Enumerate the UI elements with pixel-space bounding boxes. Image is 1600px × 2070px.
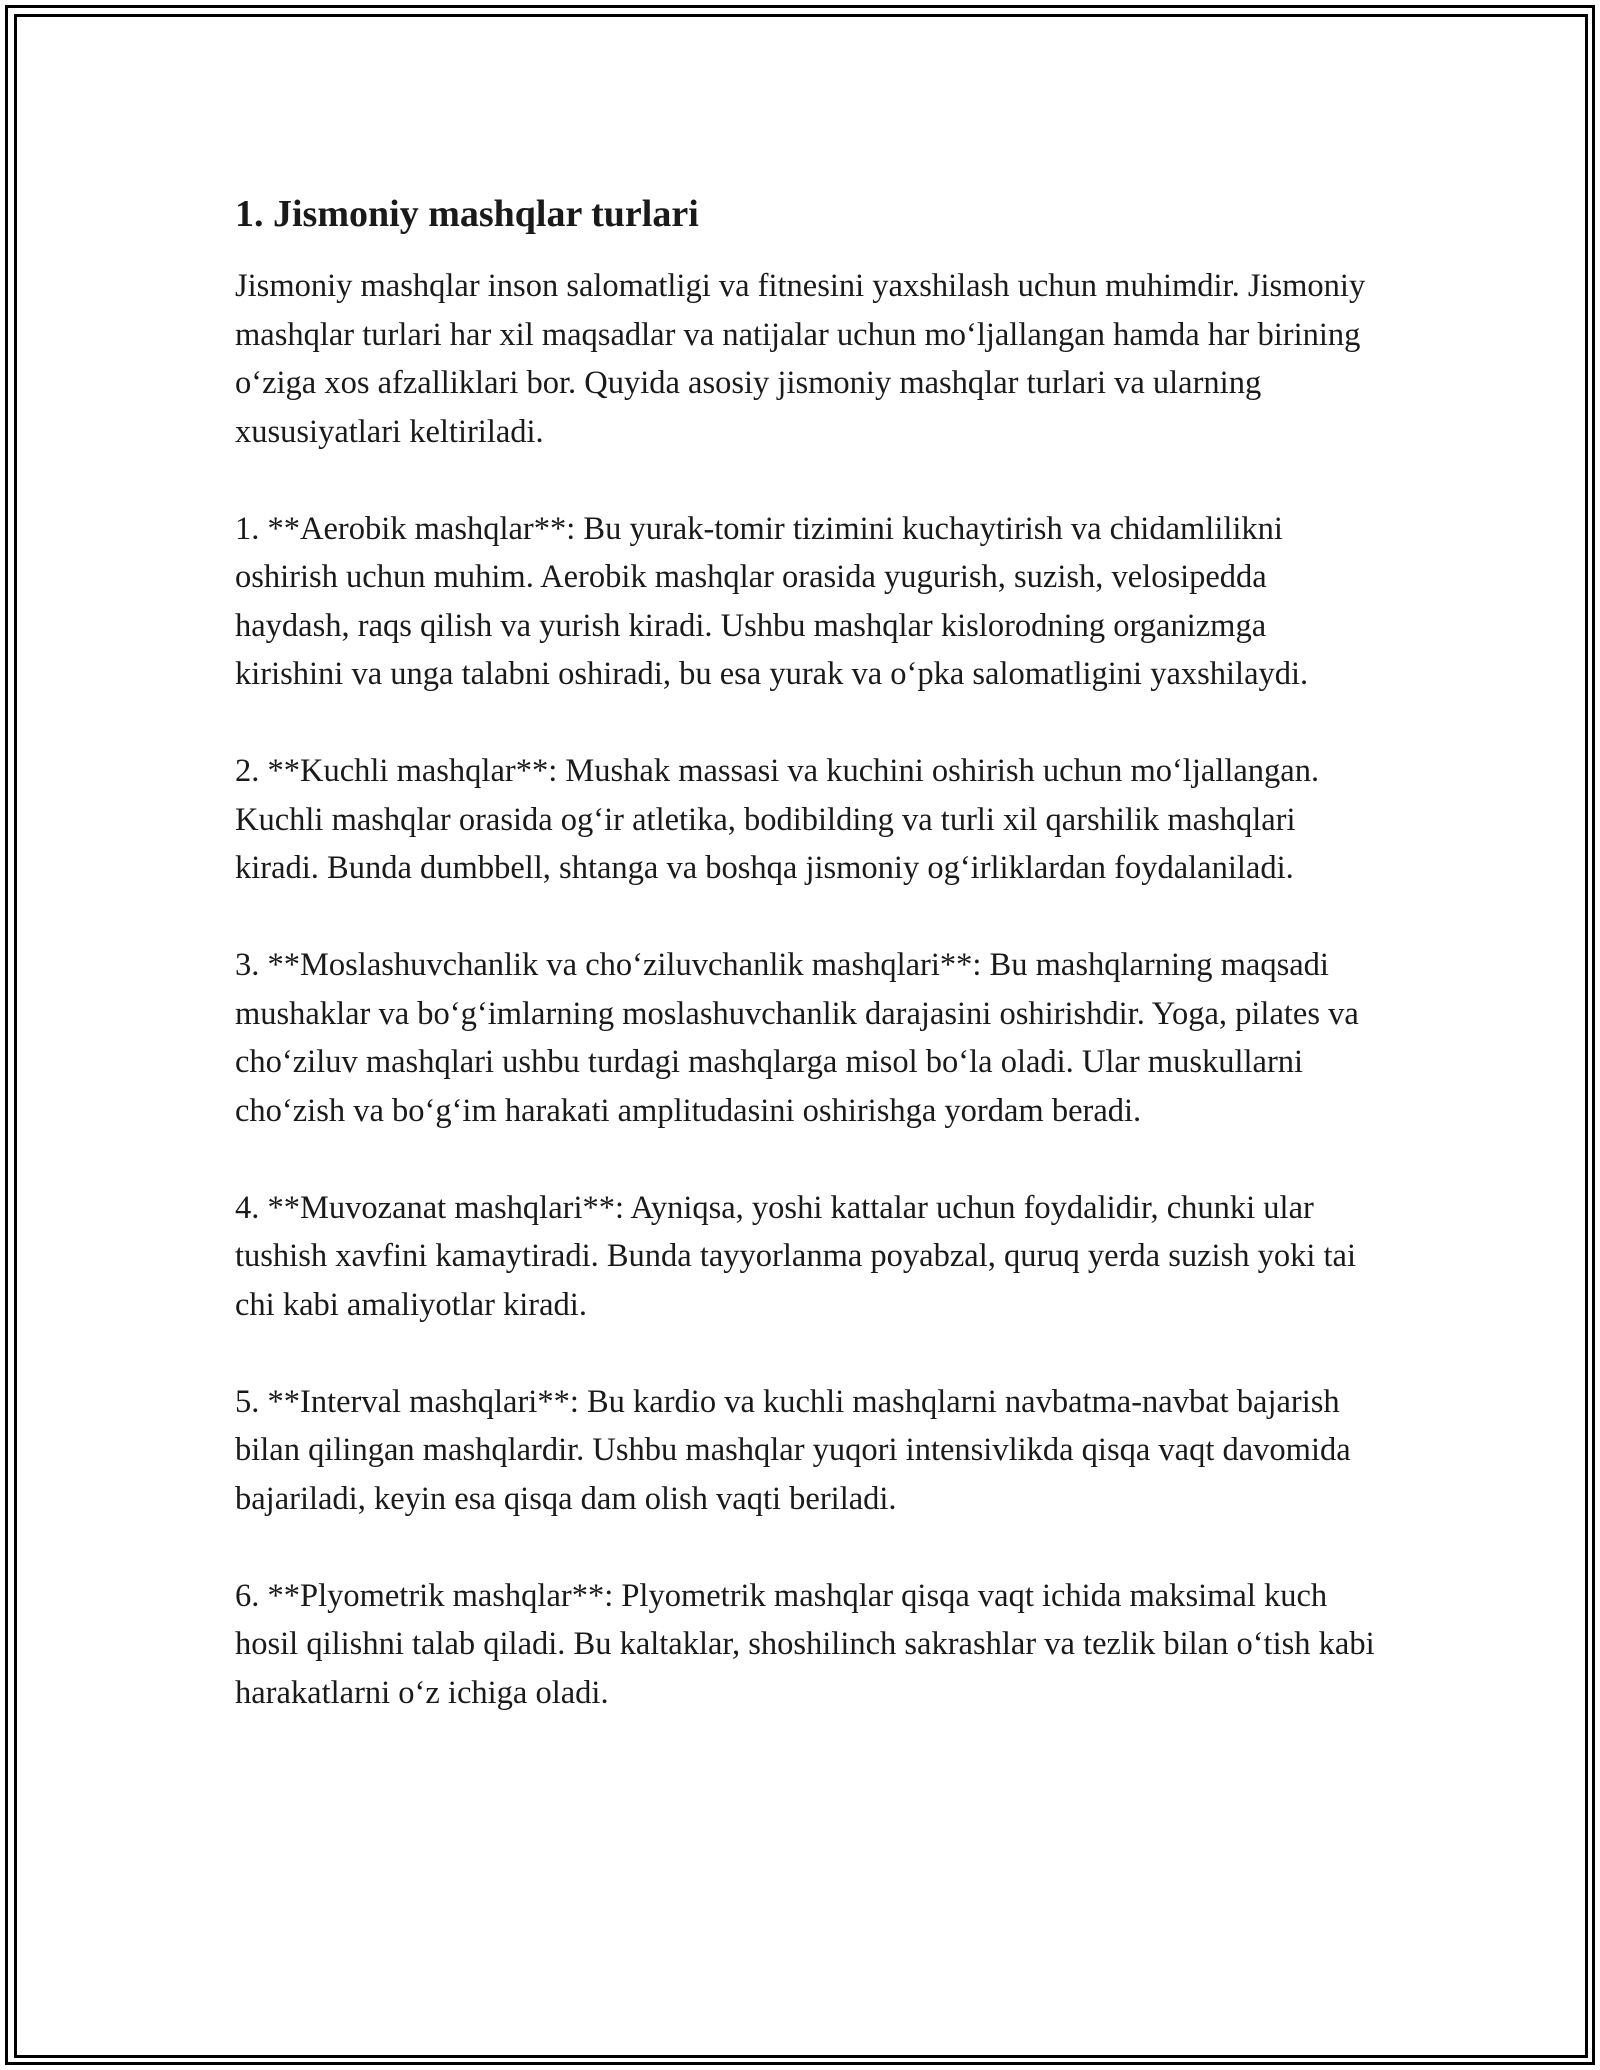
paragraph-balance: 4. **Muvozanat mashqlari**: Ayniqsa, yoshi kattalar uchun foydalidir, chunki ular tushish xavfini kamaytiradi. Bunda tayyorlanma poyabzal, quruq yerda suzish yoki tai chi kabi amaliyotlar kiradi.: [235, 1189, 1356, 1323]
section-heading: 1. Jismoniy mashqlar turlari: [235, 193, 699, 235]
paragraph-strength: 2. **Kuchli mashqlar**: Mushak massasi va kuchini oshirish uchun mo‘ljallangan. Kuchli mashqlar orasida og‘ir atletika, bodibilding va turli xil qarshilik mashqlari kiradi. Bunda dumbbell, shtanga va boshqa jismoniy og‘irliklardan foydalaniladi.: [235, 753, 1320, 886]
document-body: [235, 186, 1375, 1766]
paragraph-plyometric: 6. **Plyometrik mashqlar**: Plyometrik mashqlar qisqa vaqt ichida maksimal kuch hosil qilishni talab qiladi. Bu kaltaklar, shoshilinch sakrashlar va tezlik bilan o‘tish kabi harakatlarni o‘z ichiga oladi.: [235, 1577, 1375, 1711]
intro-paragraph: Jismoniy mashqlar inson salomatligi va fitnesini yaxshilash uchun muhimdir. Jismoniy mashqlar turlari har xil maqsadlar va natijalar uchun mo‘ljallangan hamda har birining o‘ziga xos afzalliklari bor. Quyida asosiy jismoniy mashqlar turlari va ularning xususiyatlari keltiriladi.: [235, 268, 1366, 450]
paragraph-flexibility: 3. **Moslashuvchanlik va cho‘ziluvchanlik mashqlari**: Bu mashqlarning maqsadi mushaklar va bo‘g‘imlarning moslashuvchanlik darajasini oshirishdir. Yoga, pilates va cho‘ziluv mashqlari ushbu turdagi mashqlarga misol bo‘la oladi. Ular muskullarni cho‘zish va bo‘g‘im harakati amplitudasini oshirishga yordam beradi.: [235, 947, 1359, 1129]
paragraph-aerobic: 1. **Aerobik mashqlar**: Bu yurak-tomir tizimini kuchaytirish va chidamlilikni oshirish uchun muhim. Aerobik mashqlar orasida yugurish, suzish, velosipedda haydash, raqs qilish va yurish kiradi. Ushbu mashqlar kislorodning organizmga kirishini va unga talabni oshiradi, bu esa yurak va o‘pka salomatligini yaxshilaydi.: [235, 510, 1309, 692]
paragraph-interval: 5. **Interval mashqlari**: Bu kardio va kuchli mashqlarni navbatma-navbat bajarish bilan qilingan mashqlardir. Ushbu mashqlar yuqori intensivlikda qisqa vaqt davomida bajariladi, keyin esa qisqa dam olish vaqti beriladi.: [235, 1383, 1351, 1517]
